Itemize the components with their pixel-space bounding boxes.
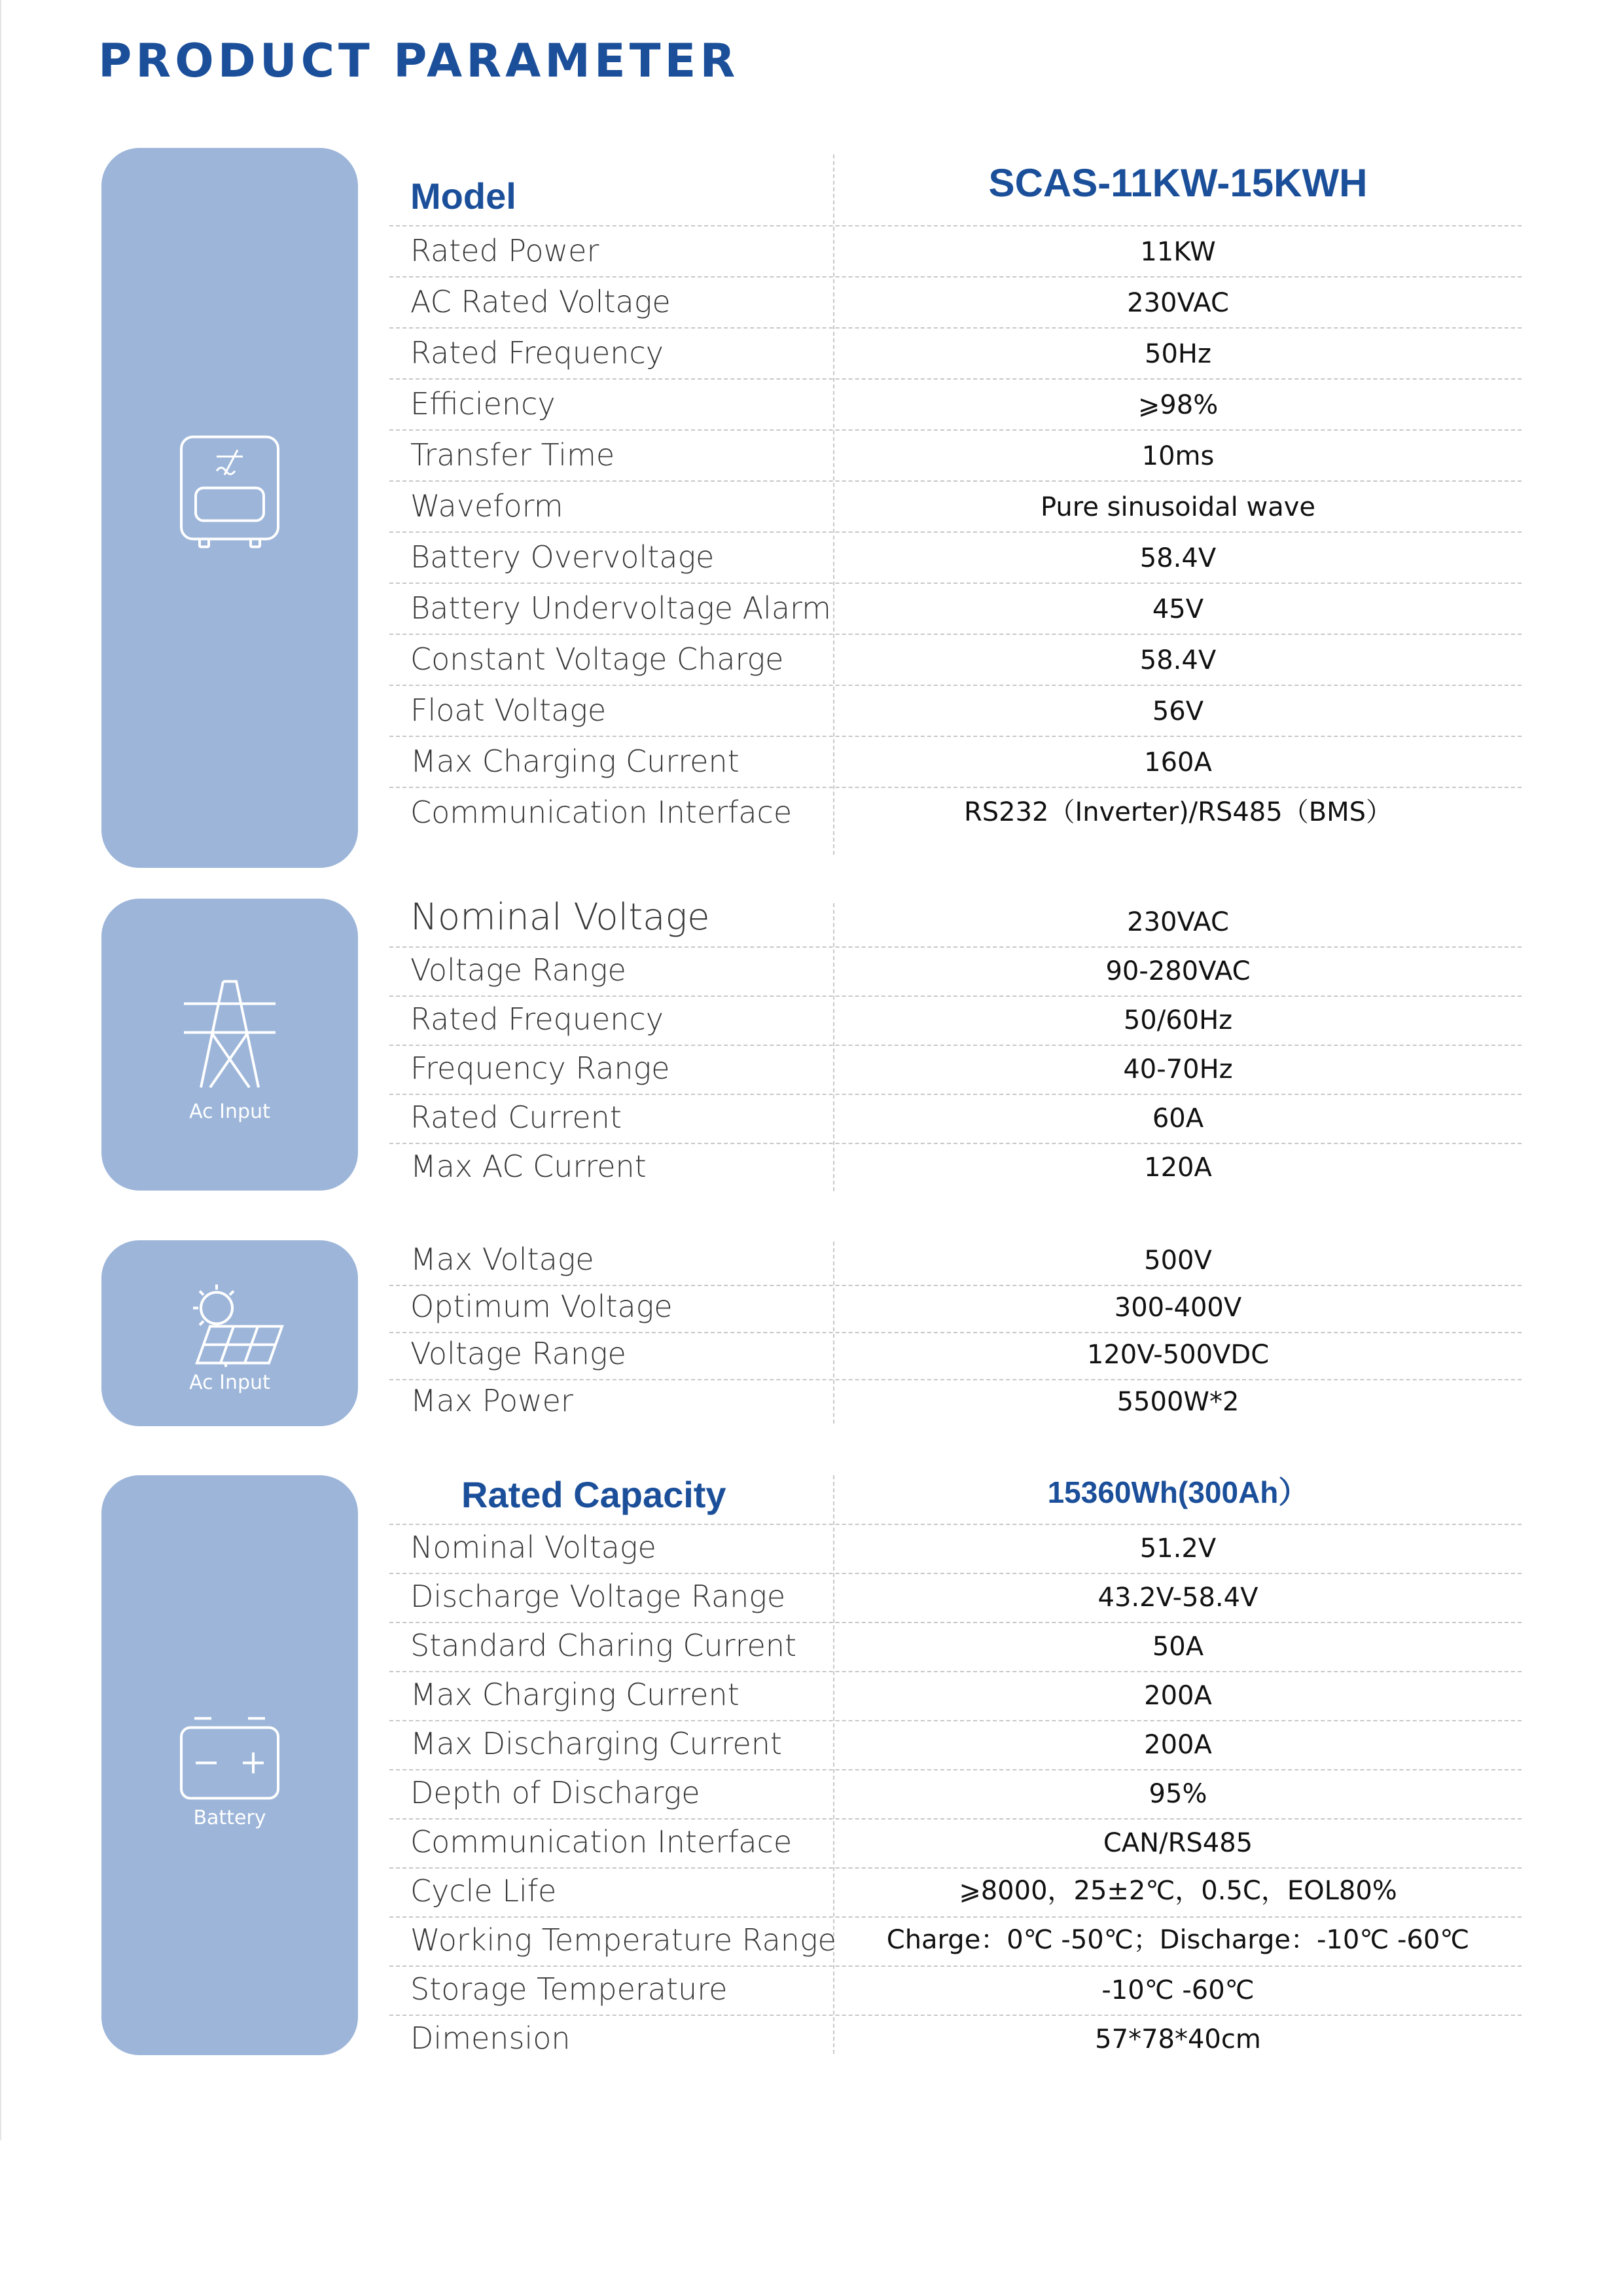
spec-label: Rated Power [410, 233, 599, 268]
spec-value: 51.2V [1139, 1534, 1217, 1564]
spec-row [389, 1770, 1522, 1820]
spec-value: 90-280VAC [1105, 956, 1251, 986]
spec-value: 60A [1152, 1103, 1204, 1134]
spec-value: ⩾98% [1137, 390, 1219, 420]
spec-row [389, 948, 1522, 997]
battery-card [101, 1475, 358, 2055]
spec-value: 58.4V [1139, 543, 1217, 573]
page-title: PRODUCT PARAMETER [98, 34, 740, 88]
spec-row [389, 1967, 1522, 2016]
spec-row [389, 686, 1522, 737]
spec-row [389, 1574, 1522, 1623]
spec-value: 230VAC [1127, 907, 1229, 937]
spec-label: Dimension [410, 2020, 571, 2056]
pv-input-caption: Ac Input [189, 1371, 270, 1394]
spec-row [389, 1380, 1522, 1426]
spec-row [389, 329, 1522, 380]
spec-value: 95% [1149, 1779, 1207, 1809]
spec-row [389, 482, 1522, 533]
spec-label: Standard Charing Current [410, 1628, 797, 1663]
spec-value: 5500W*2 [1116, 1387, 1240, 1417]
spec-label: Model [410, 175, 516, 217]
spec-value: 200A [1144, 1730, 1212, 1760]
battery-icon [177, 1712, 282, 1807]
power-tower-icon [177, 979, 282, 1094]
spec-row [389, 584, 1522, 635]
spec-label: Cycle Life [410, 1873, 557, 1909]
spec-value: 43.2V-58.4V [1097, 1583, 1258, 1613]
spec-value: 160A [1144, 747, 1212, 778]
spec-label: Nominal Voltage [410, 896, 710, 939]
spec-value: 45V [1152, 594, 1204, 624]
spec-label: Battery Overvoltage [410, 539, 715, 575]
spec-value: 10ms [1141, 441, 1215, 471]
spec-row [389, 1333, 1522, 1380]
spec-label: Max Discharging Current [410, 1726, 782, 1761]
spec-label: Storage Temperature [410, 1971, 728, 2007]
spec-value: CAN/RS485 [1103, 1828, 1253, 1858]
spec-value: SCAS-11KW-15KWH [988, 161, 1368, 205]
spec-row [389, 1525, 1522, 1574]
spec-row [389, 1820, 1522, 1869]
spec-label: Frequency Range [410, 1050, 670, 1086]
spec-value: 50/60Hz [1123, 1005, 1233, 1035]
spec-label: Voltage Range [410, 1336, 626, 1371]
spec-row-rated-capacity [389, 1470, 1522, 1525]
spec-value: 57*78*40cm [1095, 2024, 1261, 2054]
spec-row [389, 737, 1522, 788]
spec-value: 58.4V [1139, 645, 1217, 675]
spec-label: Communication Interface [410, 1824, 793, 1859]
spec-value: -10℃ -60℃ [1101, 1975, 1255, 2005]
solar-panel-icon [171, 1283, 289, 1372]
spec-row [389, 1721, 1522, 1770]
spec-value: Pure sinusoidal wave [1041, 492, 1315, 522]
inverter-card [101, 148, 358, 868]
spec-label: Float Voltage [410, 692, 607, 728]
spec-label: Depth of Discharge [410, 1775, 700, 1810]
spec-row-model [389, 154, 1522, 226]
spec-label: Optimum Voltage [410, 1289, 673, 1324]
spec-value: 120A [1144, 1153, 1212, 1183]
spec-value: 11KW [1140, 237, 1216, 267]
spec-value: 40-70Hz [1123, 1054, 1233, 1085]
battery-caption: Battery [193, 1806, 266, 1829]
inverter-spec-table [389, 154, 1522, 855]
spec-row [389, 1672, 1522, 1721]
spec-row [389, 1144, 1522, 1192]
ac-input-caption: Ac Input [189, 1100, 270, 1123]
spec-row [389, 1286, 1522, 1333]
spec-value: 120V-500VDC [1086, 1340, 1270, 1370]
spec-label: Max AC Current [410, 1149, 647, 1184]
spec-row [389, 2016, 1522, 2064]
spec-label: Voltage Range [410, 952, 626, 988]
spec-value: RS232（Inverter)/RS485（BMS） [963, 797, 1393, 827]
spec-row [389, 1869, 1522, 1918]
spec-label: Communication Interface [410, 795, 793, 830]
battery-spec-table [389, 1470, 1522, 2059]
spec-row [389, 1623, 1522, 1672]
spec-row [389, 533, 1522, 584]
spec-label: Battery Undervoltage Alarm [410, 590, 831, 626]
spec-label: Discharge Voltage Range [410, 1579, 786, 1614]
spec-value: 50A [1152, 1632, 1204, 1662]
spec-label: Efficiency [410, 386, 556, 422]
spec-label: Constant Voltage Charge [410, 641, 784, 677]
ac-input-card [101, 899, 358, 1191]
spec-row [389, 897, 1522, 948]
page-left-rule [0, 0, 1, 2140]
spec-row [389, 635, 1522, 686]
spec-value: 500V [1144, 1246, 1212, 1276]
spec-label: Nominal Voltage [410, 1530, 656, 1565]
spec-label: Waveform [410, 488, 563, 524]
spec-row [389, 431, 1522, 482]
spec-value: 50Hz [1145, 339, 1211, 369]
spec-row [389, 1918, 1522, 1967]
spec-label: Rated Frequency [410, 1001, 664, 1037]
spec-row [389, 997, 1522, 1046]
spec-value: 230VAC [1127, 288, 1229, 318]
spec-label: Max Voltage [410, 1242, 594, 1277]
spec-row [389, 1095, 1522, 1144]
spec-label: Working Temperature Range [410, 1922, 836, 1958]
spec-value: ⩾8000，25±2℃，0.5C，EOL80% [959, 1876, 1397, 1906]
ac-input-spec-table [389, 897, 1522, 1191]
spec-row [389, 380, 1522, 431]
spec-label: Max Charging Current [410, 744, 740, 779]
spec-label: Rated Frequency [410, 335, 664, 370]
spec-row [389, 788, 1522, 838]
pv-input-card [101, 1240, 358, 1426]
spec-label: Max Charging Current [410, 1677, 740, 1712]
spec-value: Charge：0℃ -50℃；Discharge：-10℃ -60℃ [886, 1925, 1470, 1955]
spec-label: Max Power [410, 1383, 573, 1418]
spec-row [389, 1046, 1522, 1095]
spec-value: 15360Wh(300Ah） [1047, 1475, 1309, 1509]
spec-row [389, 1239, 1522, 1286]
spec-label: Rated Current [410, 1100, 622, 1135]
pv-input-spec-table [389, 1239, 1522, 1429]
inverter-icon [177, 435, 282, 556]
spec-label: Transfer Time [410, 437, 615, 473]
spec-value: 200A [1144, 1681, 1212, 1711]
spec-row [389, 226, 1522, 278]
spec-value: 56V [1152, 696, 1204, 726]
spec-row [389, 278, 1522, 329]
spec-value: 300-400V [1114, 1293, 1242, 1323]
spec-label: Rated Capacity [461, 1474, 726, 1515]
spec-label: AC Rated Voltage [410, 284, 671, 319]
